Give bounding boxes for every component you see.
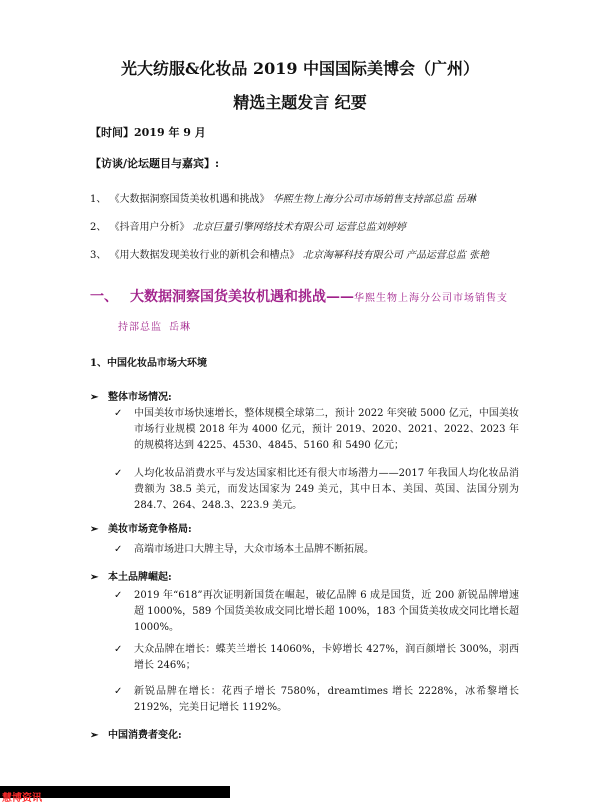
topics-label: 【访谈/论坛题目与嘉宾】: (90, 157, 220, 170)
section-number: 一、 (90, 289, 118, 305)
bullet-item (114, 588, 519, 636)
group-heading (90, 388, 172, 403)
section-heading (90, 286, 530, 333)
check-icon: ✓ (114, 544, 123, 555)
topic-title: 《用大数据发现美妆行业的新机会和槽点》 (109, 250, 300, 261)
topic-number: 2、 (90, 222, 107, 233)
check-icon: ✓ (114, 590, 123, 601)
arrow-bullet-icon: ➢ (90, 572, 99, 583)
subsection-title: 1、中国化妆品市场大环境 (90, 358, 207, 369)
topic-speaker: 华熙生物上海分公司市场销售支持部总监 岳琳 (272, 194, 476, 205)
bullet-text: 高端市场进口大牌主导，大众市场本土品牌不断拓展。 (134, 544, 374, 555)
topic-title: 《大数据洞察国货美妆机遇和挑战》 (109, 194, 270, 205)
group-heading-text: 中国消费者变化: (108, 730, 182, 741)
bullet-text: 人均化妆品消费水平与发达国家相比还有很大市场潜力——2017 年我国人均化妆品消费额为 38.5 美元，而发达国家为 249 美元，其中日本、美国、英国、法国分别为 284.7、264、248.3、223.9 美元。 (134, 468, 519, 511)
topic-number: 1、 (90, 194, 107, 205)
section-speaker: 华熙生物上海分公司市场销售支 (354, 293, 508, 304)
bullet-item (114, 542, 519, 558)
topic-item (90, 190, 476, 205)
arrow-bullet-icon: ➢ (90, 730, 99, 741)
topic-speaker: 北京淘幂科技有限公司 产品运营总监 张艳 (302, 250, 490, 261)
bullet-item (114, 684, 519, 716)
group-heading (90, 568, 172, 583)
group-heading-text: 本土品牌崛起: (108, 572, 172, 583)
check-icon: ✓ (114, 408, 123, 419)
footer-brand: 慧博资讯 (2, 793, 42, 804)
arrow-bullet-icon: ➢ (90, 392, 99, 403)
topic-title: 《抖音用户分析》 (109, 222, 190, 233)
topic-item (90, 246, 489, 261)
bullet-item (114, 466, 519, 514)
time-label: 【时间】2019 年 9 月 (90, 126, 206, 139)
page-title-line1: 光大纺服&化妆品 2019 中国国际美博会（广州） (120, 59, 480, 78)
group-heading (90, 726, 182, 741)
group-heading (90, 520, 192, 535)
bullet-text: 2019 年“618”再次证明新国货在崛起，破亿品牌 6 成是国货，近 200 新锐品牌增速超 1000%，589 个国货美妆成交同比增长超 100%，183 个国货美妆成交同比增长超 1000%。 (134, 590, 519, 633)
bullet-text: 中国美妆市场快速增长，整体规模全球第二，预计 2022 年突破 5000 亿元，中国美妆市场行业规模 2018 年为 4000 亿元，预计 2019、2020、2021、2022、2023 年的规模将达到 4225、4530、4845、5160 和 5490 亿元； (134, 408, 519, 451)
topic-speaker: 北京巨量引擎网络技术有限公司 运营总监刘婷婷 (192, 222, 406, 233)
check-icon: ✓ (114, 468, 123, 479)
topic-number: 3、 (90, 250, 107, 261)
section-speaker-cont: 持部总监 岳琳 (118, 322, 192, 333)
bullet-item (114, 642, 519, 674)
page-title-line2: 精选主题发言 纪要 (233, 93, 367, 112)
arrow-bullet-icon: ➢ (90, 524, 99, 535)
check-icon: ✓ (114, 686, 123, 697)
group-heading-text: 美妆市场竞争格局: (108, 524, 192, 535)
bullet-item (114, 406, 519, 454)
footer-bar (0, 786, 230, 804)
check-icon: ✓ (114, 644, 123, 655)
bullet-text: 新锐品牌在增长：花西子增长 7580%，dreamtimes 增长 2228%，冰希黎增长 2192%，完美日记增长 1192%。 (134, 686, 519, 713)
group-heading-text: 整体市场情况: (108, 392, 172, 403)
section-title: 大数据洞察国货美妆机遇和挑战—— (130, 289, 354, 305)
topic-item (90, 218, 406, 233)
bullet-text: 大众品牌在增长：蝶芙兰增长 14060%，卡婷增长 427%，润百颜增长 300%，羽西增长 246%； (134, 644, 519, 671)
